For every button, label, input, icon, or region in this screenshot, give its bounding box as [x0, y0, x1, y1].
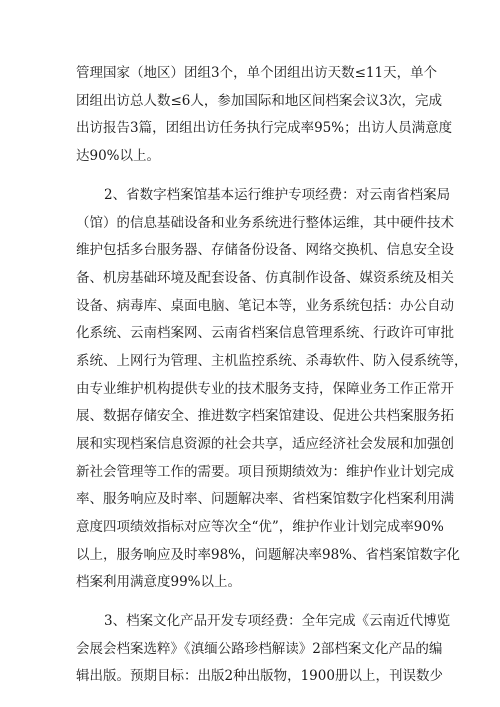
text-line: 意度四项绩效指标对应等次全“优”，维护作业计划完成率90% — [76, 519, 444, 535]
text-line: 出访报告3篇，团组出访任务执行完成率95%；出访人员满意度 — [76, 120, 453, 136]
text-line: 由专业维护机构提供专业的技术服务支持，保障业务工作正常开 — [76, 381, 454, 397]
text-line: 系统、上网行为管理、主机监控系统、杀毒软件、防入侵系统等， — [76, 353, 468, 369]
paragraph-2-first-line: 2、省数字档案馆基本运行维护专项经费：对云南省档案局 — [104, 187, 451, 203]
text-line: 团组出访总人数≤6人，参加国际和地区间档案会议3次，完成 — [76, 93, 442, 109]
text-line: 会展会档案选粹》《滇缅公路珍档解读》2部档案文化产品的编 — [76, 641, 443, 657]
text-line: 新社会管理等工作的需要。项目预期绩效为：维护作业计划完成 — [76, 464, 454, 480]
text-line: 辑出版。预期目标：出版2种出版物，1900册以上，刊误数少 — [76, 668, 443, 684]
paragraph-3-first-line: 3、档案文化产品开发专项经费：全年完成《云南近代博览 — [104, 613, 451, 629]
text-line: （馆）的信息基础设备和业务系统进行整体运维，其中硬件技术 — [76, 215, 454, 231]
text-line: 化系统、云南档案网、云南省档案信息管理系统、行政许可审批 — [76, 325, 454, 341]
text-line: 设备、病毒库、桌面电脑、笔记本等，业务系统包括：办公自动 — [76, 298, 454, 314]
text-line: 以上，服务响应及时率98%，问题解决率98%、省档案馆数字化 — [76, 547, 461, 563]
text-line: 档案利用满意度99%以上。 — [76, 574, 242, 590]
text-line: 维护包括多台服务器、存储备份设备、网络交换机、信息安全设 — [76, 242, 454, 258]
text-line: 率、服务响应及时率、问题解决率、省档案馆数字化档案利用满 — [76, 491, 454, 507]
text-line: 展、数据存储安全、推进数字档案馆建设、促进公共档案服务拓 — [76, 408, 454, 424]
text-line: 达90%以上。 — [76, 148, 161, 164]
text-line: 备、机房基础环境及配套设备、仿真制作设备、媒资系统及相关 — [76, 270, 454, 286]
text-line: 展和实现档案信息资源的社会共享，适应经济社会发展和加强创 — [76, 436, 454, 452]
text-line: 管理国家（地区）团组3个，单个团组出访天数≤11天，单个 — [76, 65, 438, 81]
